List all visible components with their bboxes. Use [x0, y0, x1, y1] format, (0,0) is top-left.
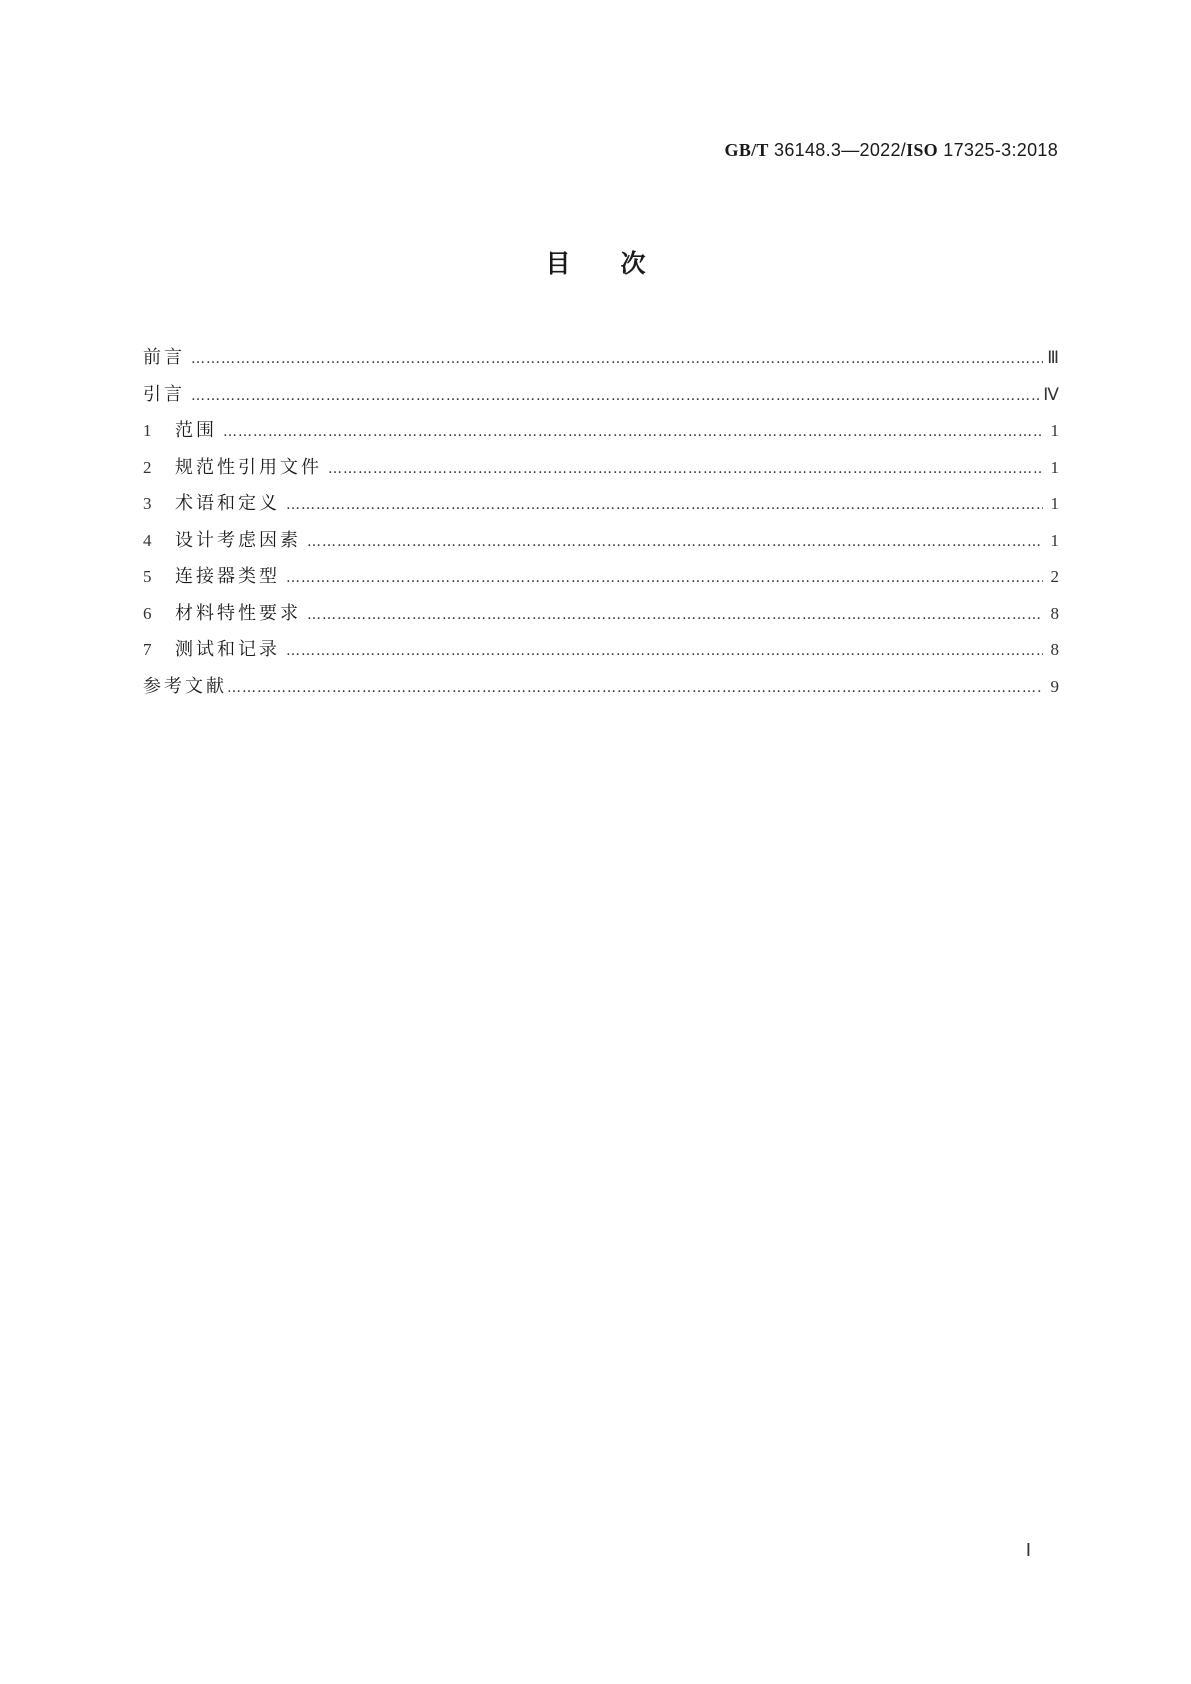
- toc-entry-page: 1: [1050, 530, 1059, 550]
- toc-entry-1[interactable]: [143, 413, 1059, 450]
- toc-entry-2[interactable]: [143, 450, 1059, 487]
- page-number: Ⅰ: [1025, 1540, 1031, 1560]
- toc-leader-dots: [227, 670, 1043, 707]
- toc-entry-6[interactable]: [143, 596, 1059, 633]
- toc-entry-page: 9: [1050, 676, 1059, 696]
- page-title: 目次: [545, 249, 696, 278]
- toc-entry-label: 材料特性要求: [175, 602, 301, 624]
- toc-leader-dots: [286, 560, 1043, 597]
- toc-entry-label: 范围: [175, 420, 217, 441]
- iso-number: 17325-3:2018: [943, 140, 1058, 160]
- toc-leader-dots: [307, 597, 1043, 634]
- toc-entry-number: 2: [143, 457, 152, 477]
- toc-entry-page: Ⅳ: [1043, 384, 1059, 404]
- toc-entry-number: 4: [143, 530, 152, 550]
- toc-entry-introduction[interactable]: [143, 377, 1059, 414]
- toc-entry-foreword[interactable]: [143, 340, 1059, 377]
- toc-entry-label: 引言: [143, 383, 185, 405]
- toc-entry-page: 8: [1050, 603, 1059, 623]
- toc-entry-label: 规范性引用文件: [175, 456, 322, 478]
- standard-number: 36148.3—2022/: [774, 140, 907, 160]
- toc-entry-5[interactable]: [143, 559, 1059, 596]
- toc-entry-page: 1: [1050, 457, 1059, 477]
- iso-prefix: ISO: [906, 140, 938, 160]
- toc-entry-label: 参考文献: [143, 675, 227, 697]
- toc-entry-label: 测试和记录: [175, 639, 280, 660]
- toc-leader-dots: [286, 487, 1043, 524]
- toc-entry-page: 2: [1050, 567, 1059, 586]
- table-of-contents: [143, 340, 1059, 705]
- toc-entry-7[interactable]: [143, 632, 1059, 669]
- toc-entry-number: 7: [143, 640, 152, 659]
- toc-entry-number: 3: [143, 494, 152, 513]
- standard-prefix: GB/T: [724, 140, 769, 160]
- toc-entry-bibliography[interactable]: [143, 669, 1059, 706]
- toc-entry-label: 术语和定义: [175, 493, 280, 514]
- toc-entry-number: 6: [143, 603, 152, 623]
- toc-entry-3[interactable]: [143, 486, 1059, 523]
- standard-number-header: [725, 140, 1058, 161]
- toc-entry-label: 设计考虑因素: [175, 529, 301, 551]
- toc-entry-page: 1: [1050, 494, 1059, 513]
- toc-leader-dots: [223, 414, 1043, 451]
- toc-leader-dots: [307, 524, 1043, 561]
- toc-entry-4[interactable]: [143, 523, 1059, 560]
- toc-leader-dots: [328, 451, 1043, 488]
- toc-entry-label: 前言: [143, 347, 185, 368]
- toc-leader-dots: [191, 341, 1043, 378]
- toc-entry-number: 1: [143, 421, 152, 440]
- toc-entry-label: 连接器类型: [175, 566, 280, 587]
- toc-entry-page: 1: [1050, 421, 1059, 440]
- toc-leader-dots: [286, 633, 1043, 670]
- toc-leader-dots: [191, 378, 1039, 415]
- toc-entry-page: 8: [1050, 640, 1059, 659]
- toc-entry-page: Ⅲ: [1047, 348, 1059, 367]
- toc-entry-number: 5: [143, 567, 152, 586]
